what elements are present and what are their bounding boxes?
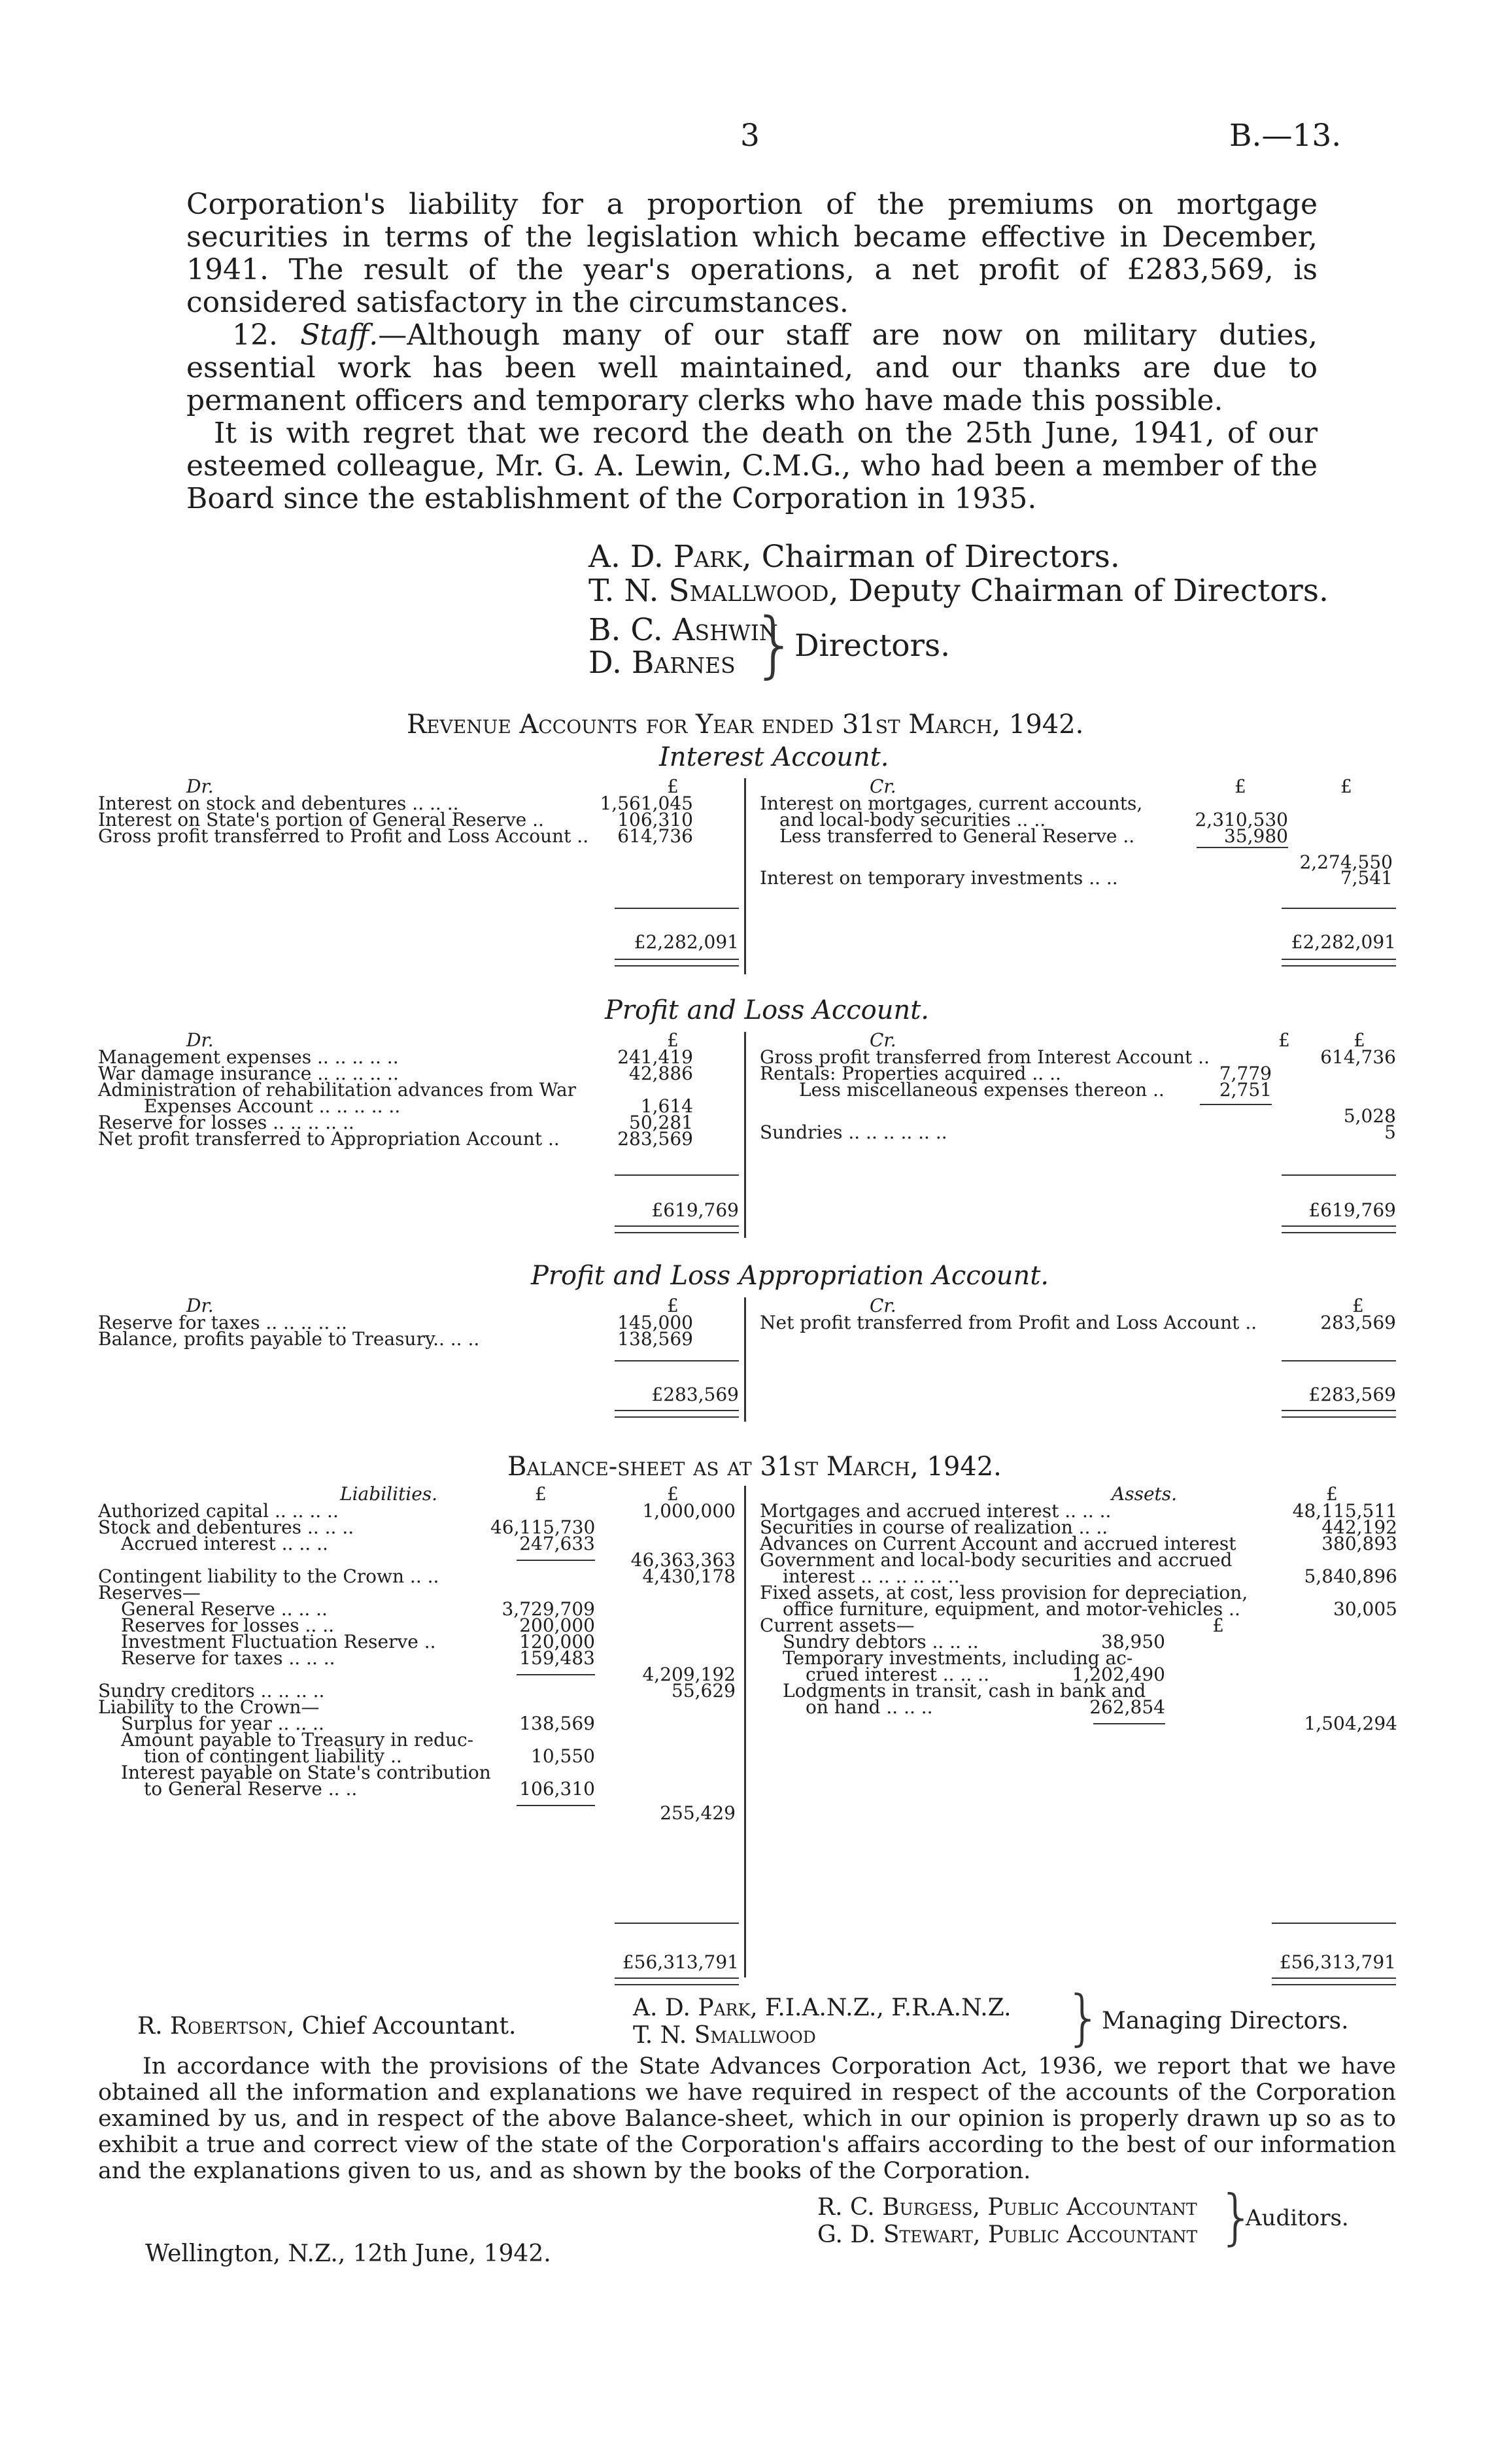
place-date: Wellington, N.Z., 12th June, 1942.	[145, 2240, 551, 2267]
interest-dr-total: £2,282,091	[634, 931, 739, 953]
interest-cr-row2-amount: 35,980	[1224, 825, 1288, 847]
double-rule	[1282, 959, 1396, 967]
table-row: Contingent liability to the Crown .. .. 4,430,178	[98, 1566, 736, 1587]
table-row: 46,363,363	[98, 1552, 736, 1568]
table-row: Accrued interest .. .. .. 247,633	[121, 1533, 595, 1554]
managing-director-park: A. D. Park, F.I.A.N.Z., F.R.A.N.Z.	[633, 1994, 1012, 2021]
total-rule	[615, 908, 739, 909]
liabilities-rows	[98, 1500, 736, 1824]
table-row: Temporary investments, including ac-	[783, 1647, 1133, 1669]
assets-label: Assets.	[1112, 1483, 1178, 1505]
staff-heading: Staff.	[300, 318, 379, 352]
liabilities-total: £56,313,791	[622, 1951, 739, 1973]
pl-divider	[744, 1032, 746, 1238]
double-rule	[1272, 1977, 1396, 1985]
pl-dr-rows	[98, 1046, 693, 1150]
table-row: Fixed assets, at cost, less provision for depreciation,	[760, 1582, 1248, 1603]
double-rule	[615, 1977, 739, 1985]
chairman-title: Chairman of Directors.	[761, 539, 1120, 575]
director-barnes: D. Barnes	[588, 645, 736, 681]
appropriation-cr-pound: £	[1352, 1295, 1364, 1316]
table-row: Securities in course of realization .. .. 442,192	[760, 1516, 1397, 1538]
table-row: Advances on Current Account and accrued interest 380,893	[760, 1533, 1397, 1554]
appropriation-cr-label: Cr.	[870, 1295, 896, 1316]
revenue-accounts-title: Revenue Accounts for Year ended 31st March, 1942.	[407, 710, 1084, 740]
interest-dr-pound: £	[667, 776, 679, 797]
table-row: Sundry creditors .. .. .. .. 55,629	[98, 1680, 736, 1702]
ledger-row: Administration of rehabilitation advances from War	[98, 1079, 577, 1101]
pl-cr-row3-amount: 2,751	[1219, 1079, 1272, 1101]
audit-report	[98, 2053, 1396, 2184]
pl-cr-row2: Rentals: Properties acquired .. ..	[760, 1063, 1061, 1084]
interest-dr-label: Dr.	[186, 776, 214, 797]
chairman-name: A. D. Park,	[588, 539, 752, 575]
pl-cr-row1: Gross profit transferred from Interest Account ..	[760, 1046, 1210, 1068]
double-rule	[1282, 1410, 1396, 1418]
table-row: Reserve for taxes .. .. .. 159,483	[121, 1647, 595, 1669]
balance-divider	[744, 1486, 746, 1977]
appropriation-cr-row1: Net profit transferred from Profit and Loss Account ..	[760, 1312, 1257, 1333]
staff-text: —Although many of our staff are now on military duties, essential work has been well maintained, and our thanks are due to permanent officers and temporary clerks who have made this possible.	[186, 318, 1318, 417]
ledger-row: Reserve for taxes .. .. .. .. .. 145,000	[98, 1312, 693, 1333]
interest-cr-row3: Interest on temporary investments .. ..	[760, 867, 1118, 889]
audit-report-text: In accordance with the provisions of the State Advances Corporation Act, 1936, we report that we have obtained all the information and explanations we have required in respect of the accounts of the Corporation examined by us, and in respect of the above Balance-sheet, which in our opinion is properly drawn up so as to exhibit a true and correct view of the state of the Corporation's affairs according to the best of our information and the explanations given to us, and as shown by the books of the Corporation.	[98, 2053, 1396, 2184]
table-row: Reserves for losses .. .. 200,000	[121, 1615, 595, 1636]
ledger-row: Management expenses .. .. .. .. .. 241,419	[98, 1046, 693, 1068]
table-row: General Reserve .. .. .. 3,729,709	[121, 1598, 595, 1620]
ledger-row: Reserve for losses .. .. .. .. .. 50,281	[98, 1112, 693, 1133]
deputy-title: Deputy Chairman of Directors.	[848, 573, 1329, 609]
table-row: Reserves—	[98, 1582, 201, 1603]
intro-paragraph: Corporation's liability for a proportion of the premiums on mortgage securities in terms of the legislation which became effective in December, 1941. The result of the year's operations, a net profit of £283,569, is considered satisfactory in the circumstances.	[186, 188, 1318, 319]
total-rule	[1282, 908, 1396, 909]
total-rule	[1272, 1923, 1396, 1924]
double-rule	[615, 959, 739, 967]
regret-text: It is with regret that we record the death on the 25th June, 1941, of our esteemed colleague, Mr. G. A. Lewin, C.M.G., who had been a member of the Board since the establishment of the Corporation in 1935.	[186, 417, 1318, 515]
double-rule	[615, 1225, 739, 1233]
appropriation-cr-total: £283,569	[1308, 1384, 1396, 1405]
pl-cr-row2-amount: 7,779	[1219, 1063, 1272, 1084]
interest-cr-total: £2,282,091	[1291, 931, 1396, 953]
interest-dr-rows	[98, 793, 693, 847]
pl-cr-row4-amount: 5	[1384, 1121, 1396, 1143]
table-row: Surplus for year .. .. .. 138,569	[121, 1713, 595, 1734]
total-rule	[615, 1360, 739, 1361]
pl-cr-row4: Sundries .. .. .. .. .. ..	[760, 1121, 947, 1143]
table-row: Mortgages and accrued interest .. .. .. 48,115,511	[760, 1500, 1397, 1522]
pl-cr-label: Cr.	[870, 1029, 896, 1051]
deputy-line	[588, 574, 1329, 608]
interest-cr-row3-amount: 7,541	[1340, 867, 1393, 889]
table-row: Liability to the Crown—	[98, 1696, 320, 1718]
managing-brace: }	[1064, 1983, 1103, 2053]
staff-paragraph	[186, 319, 1318, 417]
pl-cr-pound2: £	[1353, 1029, 1365, 1051]
document-reference: B.—13.	[1229, 118, 1342, 154]
table-row: Sundry debtors .. .. .. 38,950	[783, 1631, 1165, 1652]
table-row: Lodgments in transit, cash in bank and	[783, 1680, 1146, 1702]
chairman-line	[588, 540, 1120, 574]
auditors-brace: }	[1217, 2182, 1256, 2252]
ledger-row: War damage insurance .. .. .. .. .. 42,886	[98, 1063, 693, 1084]
table-row: office furniture, equipment, and motor-vehicles .. 30,005	[783, 1598, 1397, 1620]
pl-dr-label: Dr.	[186, 1029, 214, 1051]
interest-cr-row1: Interest on mortgages, current accounts,	[760, 793, 1143, 814]
pl-cr-net: 5,028	[1343, 1105, 1396, 1127]
table-row: Investment Fluctuation Reserve .. 120,000	[121, 1631, 595, 1652]
pl-cr-row1-amount: 614,736	[1320, 1046, 1396, 1068]
total-rule	[1282, 1174, 1396, 1176]
pl-cr-pound1: £	[1278, 1029, 1290, 1051]
table-row: Interest payable on State's contribution	[121, 1762, 491, 1783]
appropriation-dr-rows	[98, 1312, 693, 1350]
deputy-name: T. N. Smallwood,	[588, 573, 839, 609]
interest-divider	[744, 778, 746, 974]
table-row: Government and local-body securities and accrued	[760, 1549, 1233, 1571]
liabilities-pound2: £	[667, 1483, 679, 1505]
pl-account-title: Profit and Loss Account.	[605, 995, 930, 1025]
auditor-burgess: R. C. Burgess, Public Accountant	[817, 2194, 1197, 2221]
total-rule	[615, 1923, 739, 1924]
interest-cr-row1-amount: 2,310,530	[1195, 809, 1288, 830]
subtotal-rule	[1197, 847, 1288, 848]
director-ashwin: B. C. Ashwin	[588, 612, 778, 648]
interest-account-title: Interest Account.	[659, 742, 889, 772]
double-rule	[615, 1410, 739, 1418]
accountant-name: R. Robertson,	[137, 2013, 295, 2040]
appropriation-cr-row1-amount: 283,569	[1320, 1312, 1396, 1333]
table-row: 4,209,192	[98, 1666, 736, 1683]
ledger-row: Interest on stock and debentures .. .. .. 1,561,045	[98, 793, 693, 814]
table-row: 1,504,294	[760, 1715, 1397, 1732]
balance-sheet-title: Balance-sheet as at 31st March, 1942.	[507, 1452, 1002, 1482]
ledger-row: Balance, profits payable to Treasury.. .. .. 138,569	[98, 1328, 693, 1350]
table-row: to General Reserve .. .. 106,310	[144, 1778, 595, 1800]
regret-paragraph	[186, 417, 1318, 515]
directors-label: Directors.	[794, 628, 951, 664]
interest-cr-pound2: £	[1340, 776, 1352, 797]
double-rule	[1282, 1225, 1396, 1233]
table-row: Authorized capital .. .. .. .. 1,000,000	[98, 1500, 736, 1522]
managing-directors-label: Managing Directors.	[1102, 2008, 1349, 2034]
accountant-line	[137, 2013, 516, 2040]
table-row: Current assets— £	[760, 1615, 1224, 1636]
pl-cr-total: £619,769	[1308, 1199, 1396, 1221]
interest-cr-net: 2,274,550	[1299, 851, 1393, 873]
pl-cr-row3: Less miscellaneous expenses thereon ..	[799, 1079, 1165, 1101]
assets-total: £56,313,791	[1279, 1951, 1396, 1973]
table-row: Stock and debentures .. .. .. 46,115,730	[98, 1516, 596, 1538]
interest-cr-row2: Less transferred to General Reserve ..	[779, 825, 1135, 847]
managing-director-smallwood: T. N. Smallwood	[633, 2022, 816, 2049]
ledger-row: Gross profit transferred to Profit and Loss Account .. 614,736	[98, 825, 693, 847]
liabilities-label: Liabilities.	[340, 1483, 438, 1505]
appropriation-dr-label: Dr.	[186, 1295, 214, 1316]
interest-cr-row1b: and local-body securities .. ..	[779, 809, 1046, 830]
table-row: tion of contingent liability .. 10,550	[144, 1745, 595, 1767]
total-rule	[1282, 1360, 1396, 1361]
accountant-title: Chief Accountant.	[301, 2013, 517, 2040]
assets-pound: £	[1326, 1483, 1338, 1505]
interest-cr-pound1: £	[1234, 776, 1246, 797]
appropriation-account-title: Profit and Loss Appropriation Account.	[531, 1261, 1049, 1291]
table-row: crued interest .. .. .. 1,202,490	[806, 1664, 1165, 1685]
pl-dr-pound: £	[667, 1029, 679, 1051]
subtotal-rule	[1200, 1104, 1272, 1105]
directors-brace: }	[752, 602, 798, 686]
table-row: on hand .. .. .. 262,854	[806, 1696, 1165, 1718]
staff-number: 12.	[232, 318, 278, 352]
auditors-label: Auditors.	[1246, 2205, 1349, 2231]
auditor-stewart: G. D. Stewart, Public Accountant	[817, 2221, 1198, 2248]
appropriation-dr-pound: £	[667, 1295, 679, 1316]
page-number: 3	[740, 118, 760, 154]
ledger-row: Interest on State's portion of General Reserve .. 106,310	[98, 809, 693, 830]
table-row: Amount payable to Treasury in reduc-	[121, 1729, 474, 1751]
assets-rows	[760, 1500, 1397, 1734]
appropriation-dr-total: £283,569	[651, 1384, 739, 1405]
interest-cr-label: Cr.	[870, 776, 896, 797]
total-rule	[615, 1174, 739, 1176]
table-row: 255,429	[98, 1797, 736, 1821]
table-row: interest .. .. .. .. .. .. 5,840,896	[783, 1566, 1397, 1587]
liabilities-pound1: £	[535, 1483, 547, 1505]
pl-dr-total: £619,769	[651, 1199, 739, 1221]
ledger-row: Net profit transferred to Appropriation Account .. 283,569	[98, 1128, 693, 1150]
ledger-row: Expenses Account .. .. .. .. .. 1,614	[144, 1095, 693, 1117]
appropriation-divider	[744, 1297, 746, 1422]
